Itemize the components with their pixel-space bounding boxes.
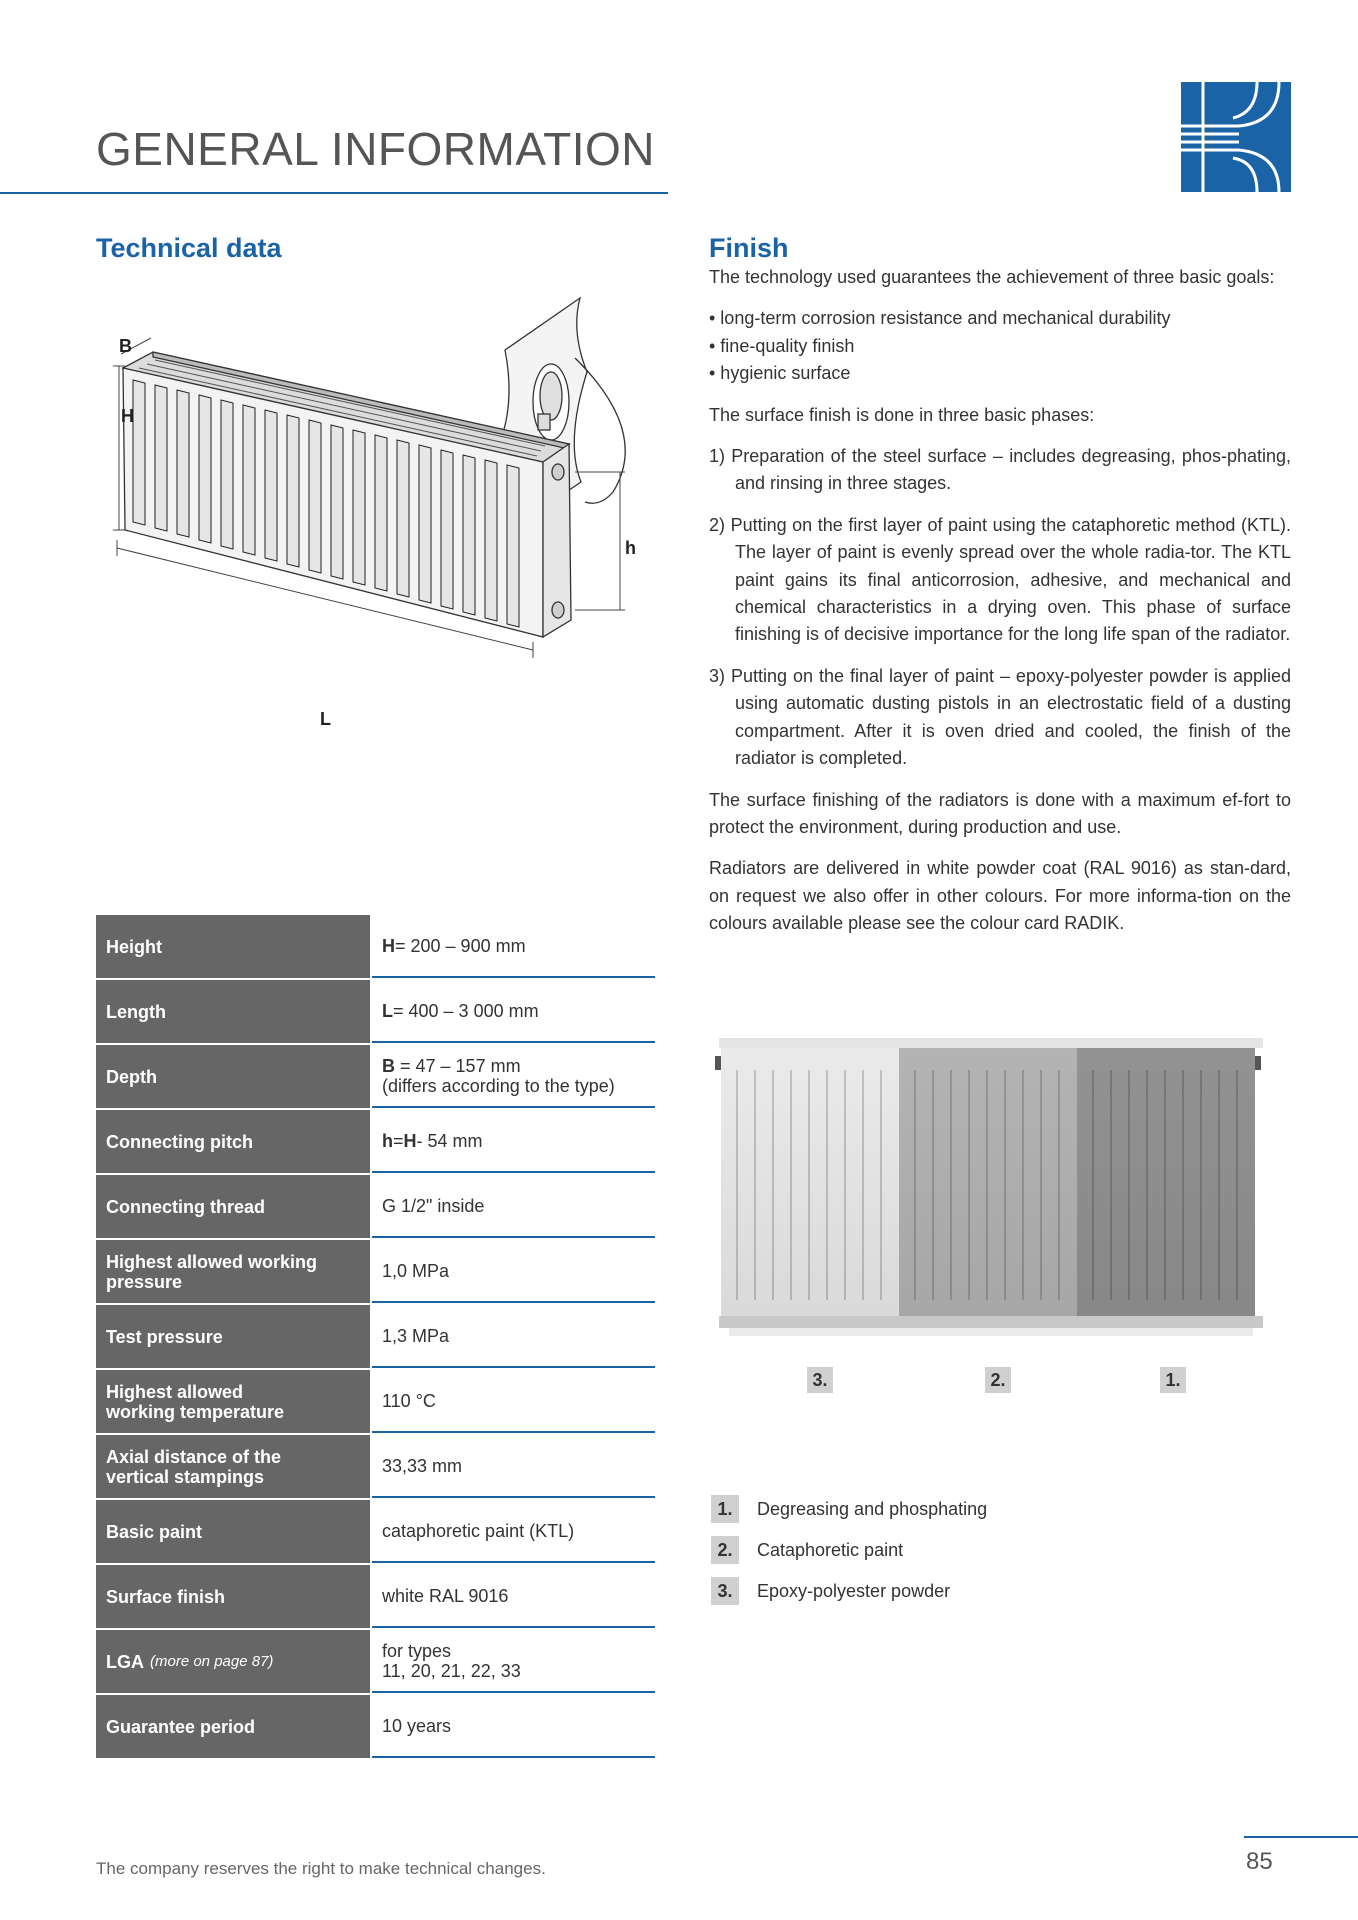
spec-value: [372, 1045, 655, 1108]
technical-data-heading: Technical data: [96, 233, 282, 263]
spec-label: Length: [96, 980, 370, 1043]
spec-label: [96, 1630, 370, 1693]
colours-paragraph: Radiators are delivered in white powder coat (RAL 9016) as stan-dard, on request we also offer in other colours. For more informa-tion on the colours available please see the colour card RADIK.: [709, 858, 1291, 934]
table-row: [96, 1500, 655, 1563]
dimension-label-B: B: [119, 336, 132, 356]
finish-heading: Finish: [709, 233, 789, 263]
spec-symbol: B: [382, 1055, 395, 1076]
spec-label: Test pressure: [96, 1305, 370, 1368]
table-row: [96, 980, 655, 1043]
spec-value: 1,3 MPa: [372, 1305, 655, 1368]
list-item: • fine-quality finish: [709, 335, 855, 356]
dimension-label-h: h: [625, 538, 636, 558]
finish-intro: The technology used guarantees the achievement of three basic goals:: [709, 267, 1275, 287]
spec-value-text: - 54 mm: [416, 1130, 483, 1151]
spec-value: [372, 980, 655, 1043]
finish-legend: [711, 1495, 987, 1618]
spec-symbol: H: [403, 1130, 417, 1151]
spec-label: Axial distance of the vertical stampings: [96, 1435, 370, 1498]
table-row: [96, 915, 655, 978]
spec-value: 1,0 MPa: [372, 1240, 655, 1303]
table-row: [96, 1175, 655, 1238]
spec-value-text: = 47 – 157 mm (differs according to the type): [382, 1055, 615, 1096]
table-row: [96, 1435, 655, 1498]
finish-text: [709, 264, 1291, 952]
radik-logo-icon: [1181, 82, 1291, 192]
list-item: • hygienic surface: [709, 363, 851, 384]
spec-label-text: LGA: [106, 1651, 144, 1672]
spec-label: Surface finish: [96, 1565, 370, 1628]
spec-value-text: = 400 – 3 000 mm: [393, 1000, 539, 1021]
legend-item: [711, 1536, 987, 1564]
spec-value: 110 °C: [372, 1370, 655, 1433]
spec-value: for types 11, 20, 21, 22, 33: [372, 1630, 655, 1693]
spec-symbol: L: [382, 1000, 393, 1021]
radiator-finish-photo: [709, 1030, 1275, 1400]
phase-item: 2) Putting on the first layer of paint using the cataphoretic method (KTL). The layer of paint is evenly spread over the whole radia-tor. The KTL paint gains its final anticorrosion, adhesive, and mechanical and chemical characteristics in a drying oven. This phase of surface finishing is of decisive importance for the long life span of the radiator.: [709, 514, 1291, 645]
spec-label: Height: [96, 915, 370, 978]
goals-list: [709, 305, 1291, 387]
spec-label: Highest allowed working pressure: [96, 1240, 370, 1303]
spec-symbol: H: [382, 935, 395, 956]
spec-label: Connecting thread: [96, 1175, 370, 1238]
photo-label-2: 2.: [985, 1367, 1011, 1393]
phases-intro: The surface finish is done in three basic phases:: [709, 404, 1095, 425]
technical-data-table: [96, 915, 655, 1760]
spec-value: 10 years: [372, 1695, 655, 1758]
spec-value: [372, 1110, 655, 1173]
phase-item: 1) Preparation of the steel surface – includes degreasing, phos-phating, and rinsing in three stages.: [709, 446, 1291, 494]
table-row: [96, 1305, 655, 1368]
spec-label: Highest allowed working temperature: [96, 1370, 370, 1433]
spec-value: cataphoretic paint (KTL): [372, 1500, 655, 1563]
title-rule: [0, 192, 668, 194]
legend-number: 1.: [711, 1495, 739, 1523]
spec-label: Basic paint: [96, 1500, 370, 1563]
spec-label-note: (more on page 87): [150, 1652, 274, 1670]
legend-text: Epoxy-polyester powder: [757, 1580, 951, 1601]
spec-value-text: =: [393, 1130, 404, 1151]
page-title: GENERAL INFORMATION: [96, 123, 655, 175]
dimension-label-H: H: [121, 406, 134, 426]
list-item: • long-term corrosion resistance and mechanical durability: [709, 308, 1171, 329]
footer-note: The company reserves the right to make technical changes.: [96, 1859, 546, 1878]
spec-value-text: = 200 – 900 mm: [395, 935, 526, 956]
spec-value: 33,33 mm: [372, 1435, 655, 1498]
phase-item: 3) Putting on the final layer of paint – epoxy-polyester powder is applied using automatic dusting pistols in an electrostatic field of a dusting compartment. After it is oven dried and cooled, the finish of the radiator is completed.: [709, 665, 1291, 769]
footer-rule: [1244, 1836, 1358, 1838]
legend-text: Cataphoretic paint: [757, 1539, 904, 1560]
spec-value: [372, 915, 655, 978]
legend-text: Degreasing and phosphating: [757, 1498, 988, 1519]
legend-number: 3.: [711, 1577, 739, 1605]
legend-number: 2.: [711, 1536, 739, 1564]
photo-label-1: 1.: [1160, 1367, 1186, 1393]
table-row: [96, 1110, 655, 1173]
table-row: [96, 1240, 655, 1303]
table-row: [96, 1045, 655, 1108]
dimension-label-L: L: [320, 709, 331, 729]
table-row: [96, 1695, 655, 1758]
table-row: [96, 1630, 655, 1693]
page-number: 85: [1246, 1848, 1273, 1875]
spec-label: Depth: [96, 1045, 370, 1108]
table-row: [96, 1370, 655, 1433]
spec-label: Connecting pitch: [96, 1110, 370, 1173]
table-row: [96, 1565, 655, 1628]
photo-label-3: 3.: [807, 1367, 833, 1393]
radiator-panels-image: [709, 1030, 1275, 1370]
environment-paragraph: The surface finishing of the radiators is done with a maximum ef-fort to protect the environment, during production and use.: [709, 789, 1291, 837]
spec-label: Guarantee period: [96, 1695, 370, 1758]
spec-value: white RAL 9016: [372, 1565, 655, 1628]
radiator-drawing: [95, 292, 655, 807]
spec-symbol: h: [382, 1130, 393, 1151]
legend-item: [711, 1495, 987, 1523]
legend-item: [711, 1577, 987, 1605]
spec-value: G 1/2" inside: [372, 1175, 655, 1238]
